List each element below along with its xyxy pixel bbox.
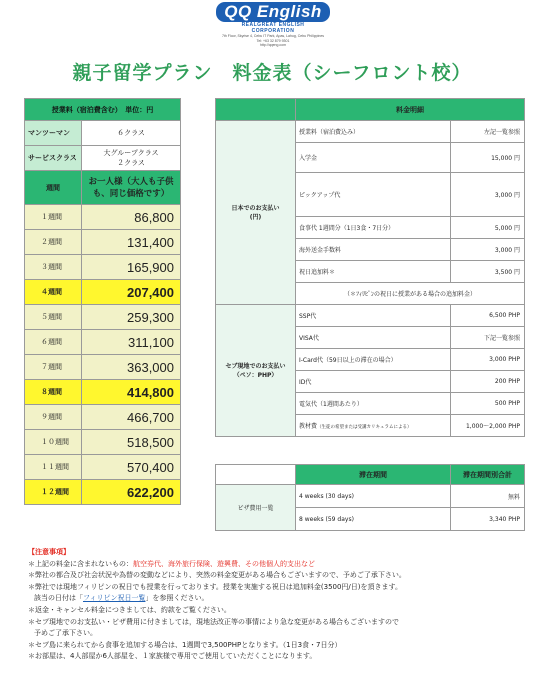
fee-item: SSP代	[296, 305, 451, 327]
week-count: ６週間	[25, 330, 82, 355]
logo-wordmark: QQ English	[216, 2, 330, 22]
fee-amount: 15,000 円	[451, 143, 525, 173]
week-count: ７週間	[25, 355, 82, 380]
notes-heading: 【注意事項】	[28, 548, 70, 556]
logo	[198, 2, 348, 47]
page-title: 親子留学プラン 料金表（シーフロント校）	[72, 62, 472, 84]
price-value: 570,400	[82, 455, 181, 480]
note-item: ＊お部屋は、4人部屋か6人部屋を、１家族様で専用でご使用していただくことになります。	[28, 652, 317, 661]
price-value: 363,000	[82, 355, 181, 380]
note-text: ＊上記の料金に含まれないもの：	[28, 559, 133, 568]
fee-item: 食事代 1週間分（1日3食・7日分）	[296, 217, 451, 239]
price-value: 86,800	[82, 205, 181, 230]
note-item: ＊セブ現地でのお支払い・ビザ費用に付きましては，現地法改正等の事情により急な変更がある場合もございますので	[28, 617, 399, 626]
visa-period-header: 滞在期間	[296, 465, 451, 485]
fee-item: VISA代	[296, 327, 451, 349]
fee-amount: 5,000 円	[451, 217, 525, 239]
note-excluded-items: 航空券代、海外旅行保険、遊興費、その他個人的支出など	[133, 559, 315, 568]
visa-fee-label: ビザ費用一覧	[216, 485, 296, 531]
note-item: 予めご了承下さい。	[34, 629, 97, 638]
price-row	[25, 305, 181, 330]
tuition-header: 授業料（宿泊費含む） 単位：円	[25, 99, 181, 121]
cebu-payment-label-line2: （ペソ：PHP）	[233, 371, 278, 379]
materials-fee-note: （生徒の希望または受講カリキュラムによる）	[317, 425, 412, 430]
japan-payment-label	[216, 121, 296, 305]
fee-item: 海外送金手数料	[296, 239, 451, 261]
visa-total-header: 滞在期間別合計	[451, 465, 525, 485]
price-column-header	[82, 171, 181, 205]
price-value: 414,800	[82, 380, 181, 405]
price-row	[25, 280, 181, 305]
price-value: 466,700	[82, 405, 181, 430]
price-row	[25, 205, 181, 230]
materials-fee-label: 教材費	[299, 423, 318, 430]
materials-fee-item	[296, 415, 451, 437]
lesson-type-value: ６クラス	[82, 121, 181, 146]
logo-phone: Tel: +63 32 879 9301	[256, 38, 290, 43]
fee-amount: 3,000 円	[451, 173, 525, 217]
note-text: 該当の日付は「	[34, 594, 83, 603]
week-count: ４週間	[25, 280, 82, 305]
note-item: ＊弊社の都合及び社会状況や為替の変動などにより、突然の料金変更がある場合もございますので、予めご了承下さい。	[28, 571, 406, 580]
fee-item: 祝日追加料＊	[296, 261, 451, 283]
note-item	[28, 593, 528, 605]
price-row	[25, 255, 181, 280]
fee-item: 入学金	[296, 143, 451, 173]
week-count: ２週間	[25, 230, 82, 255]
price-row	[25, 355, 181, 380]
fee-item: ピックアップ代	[296, 173, 451, 217]
fee-amount: 3,500 円	[451, 261, 525, 283]
price-header-line2: も、同じ価格です）	[92, 188, 170, 199]
fee-amount: 6,500 PHP	[451, 305, 525, 327]
price-row	[25, 480, 181, 505]
fee-item: 電気代（1週間あたり）	[296, 393, 451, 415]
logo-subtitle: REALGREAT ENGLISH	[241, 22, 305, 28]
service-class-value-line2: ２クラス	[117, 159, 145, 167]
visa-total: 無料	[451, 485, 525, 508]
fee-detail-table	[215, 98, 525, 437]
cebu-payment-label	[216, 305, 296, 437]
week-count: １２週間	[25, 480, 82, 505]
note-item: ＊弊社では現地フィリピンの祝日でも授業を行っております。授業を実施する祝日は追加料金(3500円/日)を頂きます。	[28, 582, 402, 591]
week-count: ９週間	[25, 405, 82, 430]
fee-item: I-Card代（59日以上の滞在の場合）	[296, 349, 451, 371]
holiday-fee-note: （＊ﾌｨﾘﾋﾟﾝの祝日に授業がある場合の追加料金）	[296, 283, 525, 305]
visa-period: 4 weeks (30 days)	[296, 485, 451, 508]
price-row	[25, 380, 181, 405]
price-row	[25, 330, 181, 355]
logo-subtitle-2: CORPORATION	[251, 28, 295, 34]
price-row	[25, 430, 181, 455]
price-value: 131,400	[82, 230, 181, 255]
visa-period: 8 weeks (59 days)	[296, 508, 451, 531]
japan-payment-label-line1: 日本でのお支払い	[231, 204, 280, 212]
fee-amount: 下記一覧参照	[451, 327, 525, 349]
visa-fee-table	[215, 464, 525, 531]
week-count: １１週間	[25, 455, 82, 480]
fee-amount: 200 PHP	[451, 371, 525, 393]
fee-amount: 500 PHP	[451, 393, 525, 415]
price-value: 207,400	[82, 280, 181, 305]
service-class-value	[82, 146, 181, 171]
week-count: １週間	[25, 205, 82, 230]
visa-total: 3,340 PHP	[451, 508, 525, 531]
holiday-list-link[interactable]: フィリピン祝日一覧	[83, 594, 146, 603]
week-count: ８週間	[25, 380, 82, 405]
price-row	[25, 230, 181, 255]
service-class-value-line1: 大グループクラス	[103, 149, 159, 157]
note-item: ＊セブ島に来られてから食事を追加する場合は、1週間で3,500PHPとなります。（1日3食・7日分）	[28, 640, 342, 649]
note-text: 」を参照ください。	[145, 594, 209, 603]
logo-address: 7th Floor, Skyrise 4, Cebu IT Park, Apas, Lahug, Cebu Philippines	[221, 34, 325, 38]
note-item	[28, 559, 528, 571]
fee-amount: 3,000 円	[451, 239, 525, 261]
week-count: １０週間	[25, 430, 82, 455]
price-value: 622,200	[82, 480, 181, 505]
note-item: ＊返金・キャンセル料金につきましては、約款をご覧ください。	[28, 605, 231, 614]
fee-item: 授業料（宿泊費込み）	[296, 121, 451, 143]
materials-fee-amount: 1,000～2,000 PHP	[451, 415, 525, 437]
price-value: 311,100	[82, 330, 181, 355]
fee-amount: 左記一覧参照	[451, 121, 525, 143]
week-count: ３週間	[25, 255, 82, 280]
tuition-table	[24, 98, 181, 505]
japan-payment-label-line2: (円)	[249, 213, 262, 221]
price-header-line1: お一人様（大人も子供	[88, 176, 174, 187]
lesson-type-label: マンツーマン	[25, 121, 82, 146]
price-row	[25, 405, 181, 430]
week-column-header: 週間	[25, 171, 82, 205]
service-class-label: サービスクラス	[25, 146, 82, 171]
fee-item: ID代	[296, 371, 451, 393]
price-value: 259,300	[82, 305, 181, 330]
week-count: ５週間	[25, 305, 82, 330]
fee-detail-header: 料金明細	[296, 99, 525, 121]
notes-section	[28, 547, 528, 663]
price-row	[25, 455, 181, 480]
price-value: 518,500	[82, 430, 181, 455]
cebu-payment-label-line1: セブ現地でのお支払い	[225, 362, 286, 370]
price-value: 165,900	[82, 255, 181, 280]
logo-url: http://qqeng.com	[259, 43, 287, 47]
fee-amount: 3,000 PHP	[451, 349, 525, 371]
